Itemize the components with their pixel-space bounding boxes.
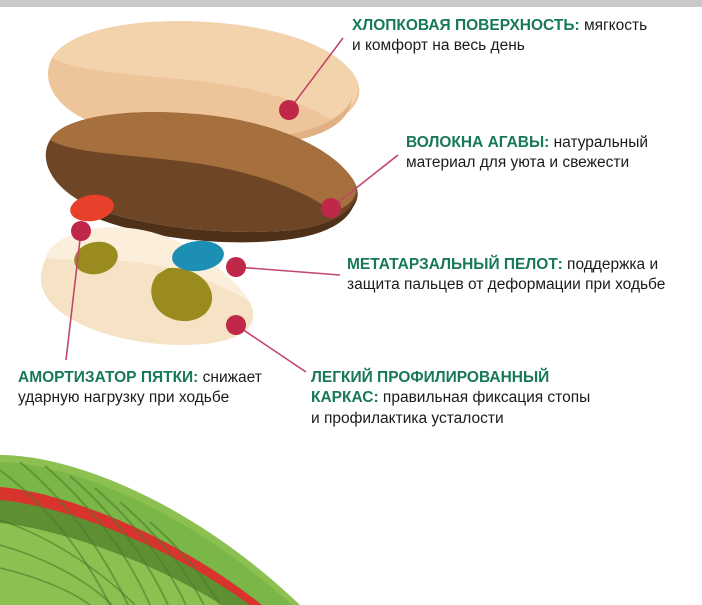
callout-heading-light-profiled-frame: ЛЕГКИЙ ПРОФИЛИРОВАННЫЙ КАРКАС:: [311, 369, 550, 407]
callout-body-heel-shock-absorber: снижает ударную нагрузку при ходьбе: [18, 369, 262, 407]
callout-heading-metatarsal-pad: МЕТАТАРЗАЛЬНЫЙ ПЕЛОТ:: [347, 256, 563, 273]
callout-heading-agave-fibers: ВОЛОКНА АГАВЫ:: [406, 134, 550, 151]
callout-body-cotton-surface: мягкость и комфорт на весь день: [352, 17, 648, 55]
callout-metatarsal-pad: [347, 255, 677, 296]
marker-heel-shock-absorber: [71, 221, 91, 241]
marker-agave-fibers: [321, 198, 341, 218]
callout-body-agave-fibers: натуральный материал для уюта и свежести: [406, 134, 649, 172]
grass-decoration: [0, 455, 300, 605]
callout-heading-cotton-surface: ХЛОПКОВАЯ ПОВЕРХНОСТЬ:: [352, 17, 580, 34]
marker-metatarsal-pad: [226, 257, 246, 277]
callout-agave-fibers: [406, 133, 676, 174]
callout-heel-shock-absorber: [18, 368, 278, 409]
marker-light-profiled-frame: [226, 315, 246, 335]
callout-heading-heel-shock-absorber: АМОРТИЗАТОР ПЯТКИ:: [18, 369, 199, 386]
callout-body-light-profiled-frame: правильная фиксация стопы и профилактика усталости: [311, 389, 591, 427]
callout-light-profiled-frame: [311, 368, 601, 429]
callout-body-metatarsal-pad: поддержка и защита пальцев от деформации при ходьбе: [347, 256, 666, 294]
callout-cotton-surface: [352, 16, 652, 57]
marker-cotton-surface: [279, 100, 299, 120]
